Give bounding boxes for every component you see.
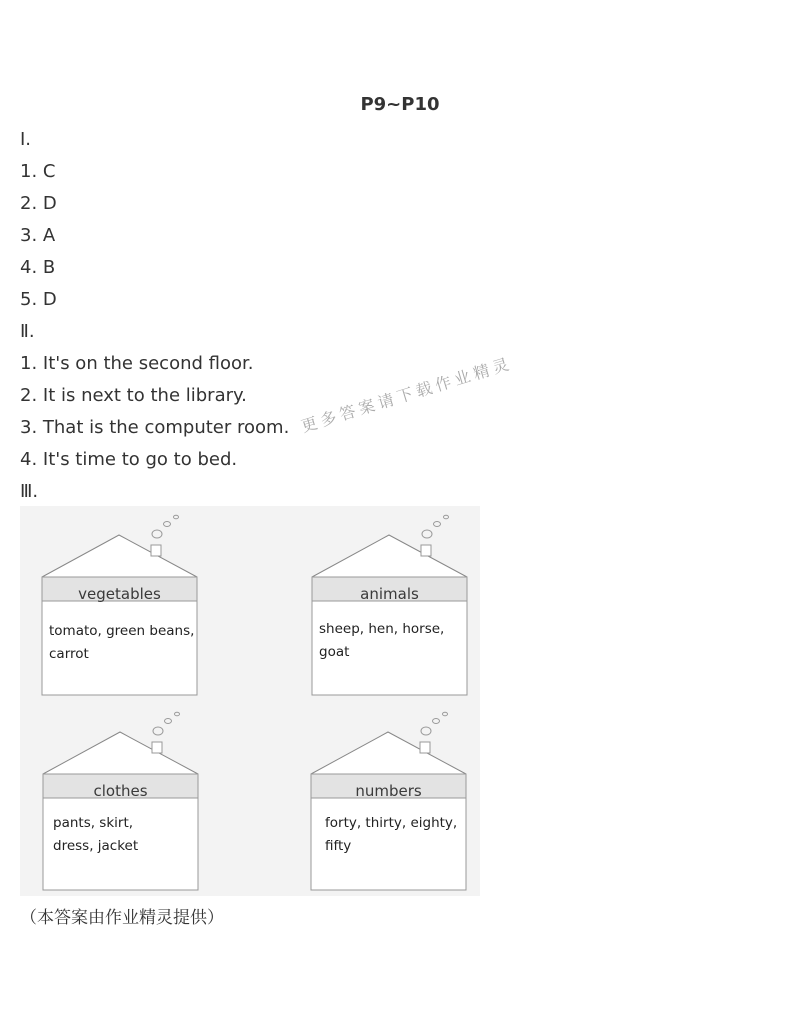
house-content-line: fifty bbox=[325, 838, 352, 854]
house-content bbox=[53, 812, 199, 858]
watermark: 更多答案请下载作业精灵 bbox=[298, 353, 515, 437]
answer-item: 3. That is the computer room. bbox=[20, 417, 290, 438]
house-content-line: tomato, green beans, bbox=[49, 623, 195, 639]
section-3-heading: Ⅲ. bbox=[20, 481, 39, 502]
house-numbers bbox=[310, 711, 470, 901]
answer-item: 5. D bbox=[20, 289, 57, 310]
answer-item: 1. C bbox=[20, 161, 56, 182]
answer-item: 1. It's on the second floor. bbox=[20, 353, 254, 374]
house-content-line: forty, thirty, eighty, bbox=[325, 815, 458, 831]
answer-item: 4. B bbox=[20, 257, 56, 278]
section-2-heading: Ⅱ. bbox=[20, 321, 35, 342]
answer-item: 4. It's time to go to bed. bbox=[20, 449, 238, 470]
house-clothes bbox=[42, 711, 202, 901]
house-content bbox=[319, 618, 465, 664]
house-content-line: goat bbox=[319, 644, 350, 660]
answer-item: 2. D bbox=[20, 193, 57, 214]
house-content bbox=[325, 812, 471, 858]
house-label: numbers bbox=[355, 782, 422, 800]
house-content-line: sheep, hen, horse, bbox=[319, 621, 445, 637]
page-title: P9~P10 bbox=[360, 94, 440, 115]
answer-item: 2. It is next to the library. bbox=[20, 385, 247, 406]
house-outline-icon bbox=[42, 711, 202, 901]
house-content bbox=[49, 620, 195, 666]
house-outline-icon bbox=[311, 514, 471, 704]
house-content-line: pants, skirt, bbox=[53, 815, 134, 831]
section-1-heading: Ⅰ. bbox=[20, 129, 32, 150]
houses-figure bbox=[20, 506, 480, 896]
house-outline-icon bbox=[41, 514, 201, 704]
footer-note: （本答案由作业精灵提供） bbox=[20, 908, 224, 928]
house-label: animals bbox=[360, 585, 419, 603]
house-vegetables bbox=[41, 514, 201, 704]
house-animals bbox=[311, 514, 471, 704]
answer-item: 3. A bbox=[20, 225, 56, 246]
house-label: vegetables bbox=[78, 585, 161, 603]
house-label: clothes bbox=[93, 782, 148, 800]
house-content-line: carrot bbox=[49, 646, 89, 662]
house-content-line: dress, jacket bbox=[53, 838, 139, 854]
house-outline-icon bbox=[310, 711, 470, 901]
